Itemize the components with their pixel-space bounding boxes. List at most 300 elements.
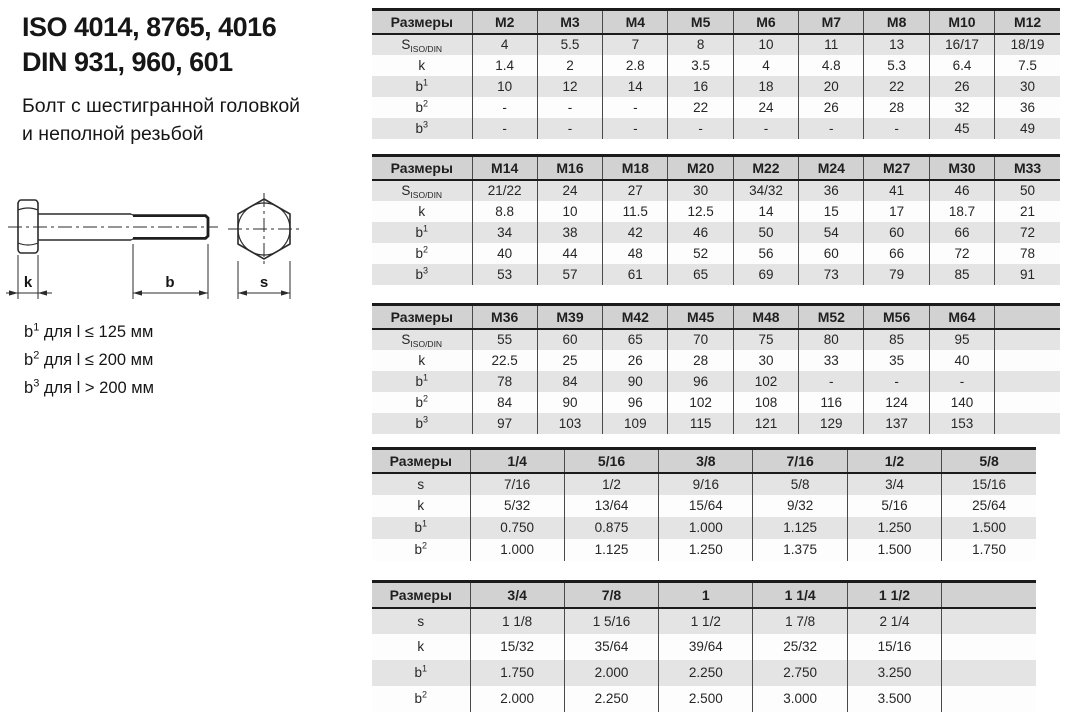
row-label: $b^2$ [415,244,429,261]
size-column-header: M3 [537,10,602,34]
table-header-row [372,10,1060,34]
dimension-value-cell [995,350,1060,371]
dimension-value-cell: 73 [799,264,864,285]
spec-table-inch-large [372,580,1036,712]
dimension-value-cell: 46 [929,180,994,201]
dimension-value-cell [942,686,1036,712]
dimension-value-cell: 103 [537,413,602,434]
dimension-value-cell: 49 [995,118,1060,139]
dimension-value-cell: 3.5 [668,55,733,76]
dimension-value-cell: 35/64 [564,634,658,660]
table-row [372,243,1060,264]
dimension-value-cell: 15/16 [847,634,941,660]
dimension-value-cell: 15/16 [942,473,1036,495]
dimension-value-cell: 3.500 [847,686,941,712]
footnotes [24,318,154,402]
dimension-value-cell: 41 [864,180,929,201]
spec-table-metric-m14-m33 [372,154,1060,285]
dimension-value-cell: - [929,371,994,392]
dimension-value-cell: 9/32 [753,495,847,517]
dimension-value-cell: 121 [733,413,798,434]
dimension-value-cell: 26 [929,76,994,97]
dimension-value-cell: 35 [864,350,929,371]
size-column-header: M6 [733,10,798,34]
dimension-value-cell: 1 1/2 [659,608,753,634]
dimension-value-cell: 1.4 [472,55,537,76]
dimension-value-cell: 80 [799,329,864,350]
table-header-row [372,305,1060,329]
dimension-value-cell: 108 [733,392,798,413]
sizes-header-cell: Размеры [372,582,470,608]
table-row [372,473,1036,495]
dimension-value-cell: 1 5/16 [564,608,658,634]
dimension-value-cell: 38 [537,222,602,243]
dimension-value-cell: 36 [995,97,1060,118]
dimension-value-cell: - [733,118,798,139]
size-column-header: M18 [603,156,668,180]
dimension-value-cell: 84 [537,371,602,392]
size-column-header: M10 [929,10,994,34]
dimension-value-cell: 10 [733,34,798,55]
dimension-value-cell: 3/4 [847,473,941,495]
dimension-value-cell: 140 [929,392,994,413]
dimension-value-cell: 42 [603,222,668,243]
dimension-value-cell: 46 [668,222,733,243]
subtitle-line-2: и неполной резьбой [22,123,204,145]
dimension-value-cell [995,371,1060,392]
table-row [372,517,1036,539]
row-label: $S_{ISO/DIN}$ [401,37,443,54]
dimension-value-cell: 30 [668,180,733,201]
dimension-s [238,261,290,299]
size-column-header: M16 [537,156,602,180]
dimension-value-cell: 9/16 [659,473,753,495]
dimension-value-cell: 25 [537,350,602,371]
title-iso-line: ISO 4014, 8765, 4016 [22,12,277,42]
table-row [372,392,1060,413]
dimension-value-cell: 18/19 [995,34,1060,55]
size-column-header: M42 [603,305,668,329]
size-column-header [995,305,1060,329]
table-row [372,55,1060,76]
dimension-value-cell: 1/2 [564,473,658,495]
dimension-value-cell: 2.250 [659,660,753,686]
dimension-value-cell: 102 [733,371,798,392]
dimension-value-cell: 11.5 [603,201,668,222]
table-row [372,34,1060,55]
dimension-value-cell: 21 [995,201,1060,222]
dimension-value-cell: 12.5 [668,201,733,222]
dimension-value-cell: 24 [537,180,602,201]
dimension-value-cell: 56 [733,243,798,264]
row-label: s [417,613,425,629]
dimension-value-cell: 15/32 [470,634,564,660]
table-row [372,634,1036,660]
dimension-value-cell: 4 [472,34,537,55]
dimension-value-cell: 72 [995,222,1060,243]
dimension-value-cell: - [864,118,929,139]
dimension-value-cell: 12 [537,76,602,97]
sizes-header-cell: Размеры [372,449,470,473]
dimension-value-cell: 2 [537,55,602,76]
sizes-header-cell: Размеры [372,10,472,34]
dimension-value-cell: 53 [472,264,537,285]
dimension-value-cell: 1.250 [847,517,941,539]
table-row [372,660,1036,686]
footnote-b3: $b^3$ для l > 200 мм [24,377,154,397]
dimension-value-cell: 7/16 [470,473,564,495]
dimension-value-cell: - [799,118,864,139]
dimension-value-cell: 85 [864,329,929,350]
dimension-value-cell: 15 [799,201,864,222]
table-row [372,118,1060,139]
size-column-header: 3/4 [470,582,564,608]
bolt-technical-drawing [6,186,350,334]
page-title [22,10,276,80]
size-column-header: M2 [472,10,537,34]
dimension-value-cell: 24 [733,97,798,118]
dimension-value-cell: 60 [799,243,864,264]
dimension-value-cell: 7 [603,34,668,55]
table-header-row [372,449,1036,473]
size-column-header [942,582,1036,608]
dimension-value-cell: 40 [472,243,537,264]
dimension-value-cell: 1.250 [659,539,753,561]
table-row [372,76,1060,97]
dimension-value-cell: 44 [537,243,602,264]
size-column-header: M24 [799,156,864,180]
dimension-value-cell: 48 [603,243,668,264]
dimension-value-cell: 3.250 [847,660,941,686]
dimension-value-cell: 116 [799,392,864,413]
row-label: $b^2$ [414,689,428,706]
dimension-value-cell: 124 [864,392,929,413]
dimension-value-cell: 22.5 [472,350,537,371]
dimension-value-cell: 1.125 [753,517,847,539]
dimension-value-cell: 11 [799,34,864,55]
dimension-value-cell: - [603,118,668,139]
size-column-header: 7/8 [564,582,658,608]
dimension-value-cell [942,608,1036,634]
table-header-row [372,156,1060,180]
dimension-value-cell: 0.750 [470,517,564,539]
dimension-value-cell: 54 [799,222,864,243]
dimension-value-cell: 2.250 [564,686,658,712]
dimension-value-cell: 96 [668,371,733,392]
footnote-b1: $b^1$ для l ≤ 125 мм [24,321,154,341]
dimension-value-cell: 22 [864,76,929,97]
table-row [372,329,1060,350]
dimension-value-cell: 90 [537,392,602,413]
dimension-value-cell: 55 [472,329,537,350]
row-label: $b^1$ [415,77,429,94]
dimension-value-cell: 109 [603,413,668,434]
dimension-value-cell: 10 [537,201,602,222]
dimension-value-cell: 66 [929,222,994,243]
dimension-value-cell: 78 [472,371,537,392]
dimension-value-cell: 10 [472,76,537,97]
dimension-value-cell: 1.125 [564,539,658,561]
dimension-value-cell: 52 [668,243,733,264]
title-din-line: DIN 931, 960, 601 [22,47,233,77]
size-column-header: M7 [799,10,864,34]
dimension-value-cell: 1.750 [470,660,564,686]
dimension-value-cell: 90 [603,371,668,392]
row-label: $b^2$ [414,540,428,557]
dim-label-b: b [165,274,175,291]
dimension-value-cell: 1 1/8 [470,608,564,634]
dimension-value-cell: 97 [472,413,537,434]
dimension-value-cell: 0.875 [564,517,658,539]
dimension-value-cell: 22 [668,97,733,118]
size-column-header: M20 [668,156,733,180]
dimension-value-cell: - [668,118,733,139]
dimension-value-cell: 1.375 [753,539,847,561]
dimension-value-cell: 69 [733,264,798,285]
dimension-value-cell: 137 [864,413,929,434]
dimension-value-cell: 2.750 [753,660,847,686]
dimension-value-cell: 96 [603,392,668,413]
dimension-value-cell: 2.500 [659,686,753,712]
size-column-header: M5 [668,10,733,34]
dimension-value-cell: 20 [799,76,864,97]
row-label: $b^1$ [414,663,428,680]
dimension-value-cell: - [864,371,929,392]
dimension-value-cell: 78 [995,243,1060,264]
dimension-value-cell: 13 [864,34,929,55]
bolt-side-view [8,200,218,253]
table-row [372,495,1036,517]
row-label: k [418,352,426,368]
dimension-value-cell: 39/64 [659,634,753,660]
footnote-b2: $b^2$ для l ≤ 200 мм [24,349,154,369]
size-column-header: M64 [929,305,994,329]
row-label: $b^1$ [414,518,428,535]
table-row [372,97,1060,118]
size-column-header: M39 [537,305,602,329]
dimension-value-cell: 27 [603,180,668,201]
table-row [372,539,1036,561]
dimension-value-cell [995,392,1060,413]
dimension-value-cell: 153 [929,413,994,434]
dimension-value-cell: 32 [929,97,994,118]
row-label: $b^2$ [415,393,429,410]
dim-label-k: k [23,274,33,291]
dimension-value-cell: - [603,97,668,118]
dimension-value-cell: 65 [668,264,733,285]
dimension-value-cell: 50 [733,222,798,243]
dimension-value-cell: 7.5 [995,55,1060,76]
size-column-header: M4 [603,10,668,34]
row-label: $S_{ISO/DIN}$ [401,332,443,349]
dimension-value-cell: 18 [733,76,798,97]
dimension-value-cell: 25/64 [942,495,1036,517]
table-row [372,413,1060,434]
size-column-header: 1 1/4 [753,582,847,608]
dimension-value-cell: 1.500 [847,539,941,561]
dimension-value-cell [995,329,1060,350]
dimension-value-cell: 30 [733,350,798,371]
table-row [372,608,1036,634]
size-column-header: M52 [799,305,864,329]
row-label: $b^1$ [415,372,429,389]
dimension-value-cell: 1.500 [942,517,1036,539]
dimension-value-cell: - [472,118,537,139]
dimension-value-cell: 6.4 [929,55,994,76]
bolt-end-view [228,193,300,265]
dimension-value-cell: 57 [537,264,602,285]
size-column-header: 7/16 [753,449,847,473]
row-label: s [417,476,425,492]
dimension-value-cell: - [537,97,602,118]
size-column-header: 1 1/2 [847,582,941,608]
dimension-value-cell: 70 [668,329,733,350]
table-row [372,180,1060,201]
dimension-value-cell: 129 [799,413,864,434]
dimension-value-cell: 34 [472,222,537,243]
dimension-value-cell: 91 [995,264,1060,285]
dimension-value-cell: 17 [864,201,929,222]
dimension-value-cell [942,634,1036,660]
table-row [372,222,1060,243]
dimension-value-cell: 2.000 [470,686,564,712]
dimension-value-cell: 26 [603,350,668,371]
size-column-header: M14 [472,156,537,180]
dimension-value-cell: 5/16 [847,495,941,517]
dimension-value-cell: 1.000 [659,517,753,539]
page-subtitle [22,92,300,148]
size-column-header: M56 [864,305,929,329]
dimension-value-cell: 5/32 [470,495,564,517]
dimension-value-cell: 33 [799,350,864,371]
dimension-value-cell: 45 [929,118,994,139]
row-label: $b^3$ [415,265,429,282]
size-column-header: 1/2 [847,449,941,473]
row-label: k [418,203,426,219]
dimension-value-cell: 50 [995,180,1060,201]
dimension-value-cell: 13/64 [564,495,658,517]
dimension-value-cell: 85 [929,264,994,285]
table-row [372,264,1060,285]
dim-label-s: s [259,274,269,291]
subtitle-line-1: Болт с шестигранной головкой [22,95,301,117]
dimension-value-cell: 34/32 [733,180,798,201]
size-column-header: 5/8 [942,449,1036,473]
size-column-header: 1/4 [470,449,564,473]
row-label: $b^3$ [415,414,429,431]
size-column-header: M8 [864,10,929,34]
dimension-value-cell: 1 7/8 [753,608,847,634]
dimension-value-cell: 4 [733,55,798,76]
table-row [372,201,1060,222]
dimension-value-cell: 5.5 [537,34,602,55]
size-column-header: 1 [659,582,753,608]
dimension-value-cell: 15/64 [659,495,753,517]
dimension-value-cell: 36 [799,180,864,201]
size-column-header: M22 [733,156,798,180]
size-column-header: M48 [733,305,798,329]
row-label: $b^2$ [415,98,429,115]
dimension-value-cell: 2 1/4 [847,608,941,634]
sizes-header-cell: Размеры [372,305,472,329]
size-column-header: 3/8 [659,449,753,473]
dimension-value-cell: 8 [668,34,733,55]
dimension-value-cell: 1.000 [470,539,564,561]
dimension-value-cell: 60 [864,222,929,243]
dimension-value-cell: 2.000 [564,660,658,686]
dimension-value-cell: 18.7 [929,201,994,222]
dimension-value-cell: 2.8 [603,55,668,76]
dimension-k [6,255,52,299]
dimension-value-cell: - [537,118,602,139]
row-label: k [417,498,425,513]
dimension-value-cell: 16/17 [929,34,994,55]
size-column-header: M27 [864,156,929,180]
dimension-value-cell: 30 [995,76,1060,97]
row-label: $S_{ISO/DIN}$ [401,183,443,200]
dimension-value-cell: - [799,371,864,392]
table-row [372,350,1060,371]
table-header-row [372,582,1036,608]
dimension-value-cell: 8.8 [472,201,537,222]
dimension-value-cell: 25/32 [753,634,847,660]
sizes-header-cell: Размеры [372,156,472,180]
dimension-b [133,244,208,299]
dimension-value-cell: 5/8 [753,473,847,495]
dimension-value-cell: 28 [864,97,929,118]
dimension-value-cell: 66 [864,243,929,264]
row-label: k [417,639,425,654]
dimension-value-cell: 3.000 [753,686,847,712]
dimension-value-cell: 26 [799,97,864,118]
dimension-value-cell: 14 [603,76,668,97]
spec-table-metric-m36-m64 [372,303,1060,434]
dimension-value-cell: 21/22 [472,180,537,201]
dimension-value-cell: 28 [668,350,733,371]
dimension-value-cell: 60 [537,329,602,350]
dimension-value-cell [995,413,1060,434]
dimension-value-cell: 14 [733,201,798,222]
row-label: $b^1$ [415,223,429,240]
dimension-value-cell [942,660,1036,686]
table-row [372,371,1060,392]
row-label: $b^3$ [415,119,429,136]
dimension-value-cell: - [472,97,537,118]
dimension-value-cell: 75 [733,329,798,350]
dimension-value-cell: 61 [603,264,668,285]
dimension-value-cell: 65 [603,329,668,350]
dimension-value-cell: 102 [668,392,733,413]
spec-table-metric-m2-m12 [372,8,1060,139]
dimension-value-cell: 1.750 [942,539,1036,561]
dimension-value-cell: 16 [668,76,733,97]
size-column-header: M30 [929,156,994,180]
row-label: k [418,57,426,73]
dimension-value-cell: 115 [668,413,733,434]
spec-table-inch-small [372,447,1036,561]
dimension-value-cell: 40 [929,350,994,371]
size-column-header: M45 [668,305,733,329]
dimension-value-cell: 72 [929,243,994,264]
size-column-header: M33 [995,156,1060,180]
dimension-value-cell: 95 [929,329,994,350]
dimension-value-cell: 84 [472,392,537,413]
dimension-value-cell: 5.3 [864,55,929,76]
dimension-value-cell: 4.8 [799,55,864,76]
table-row [372,686,1036,712]
dimension-value-cell: 79 [864,264,929,285]
size-column-header: M36 [472,305,537,329]
